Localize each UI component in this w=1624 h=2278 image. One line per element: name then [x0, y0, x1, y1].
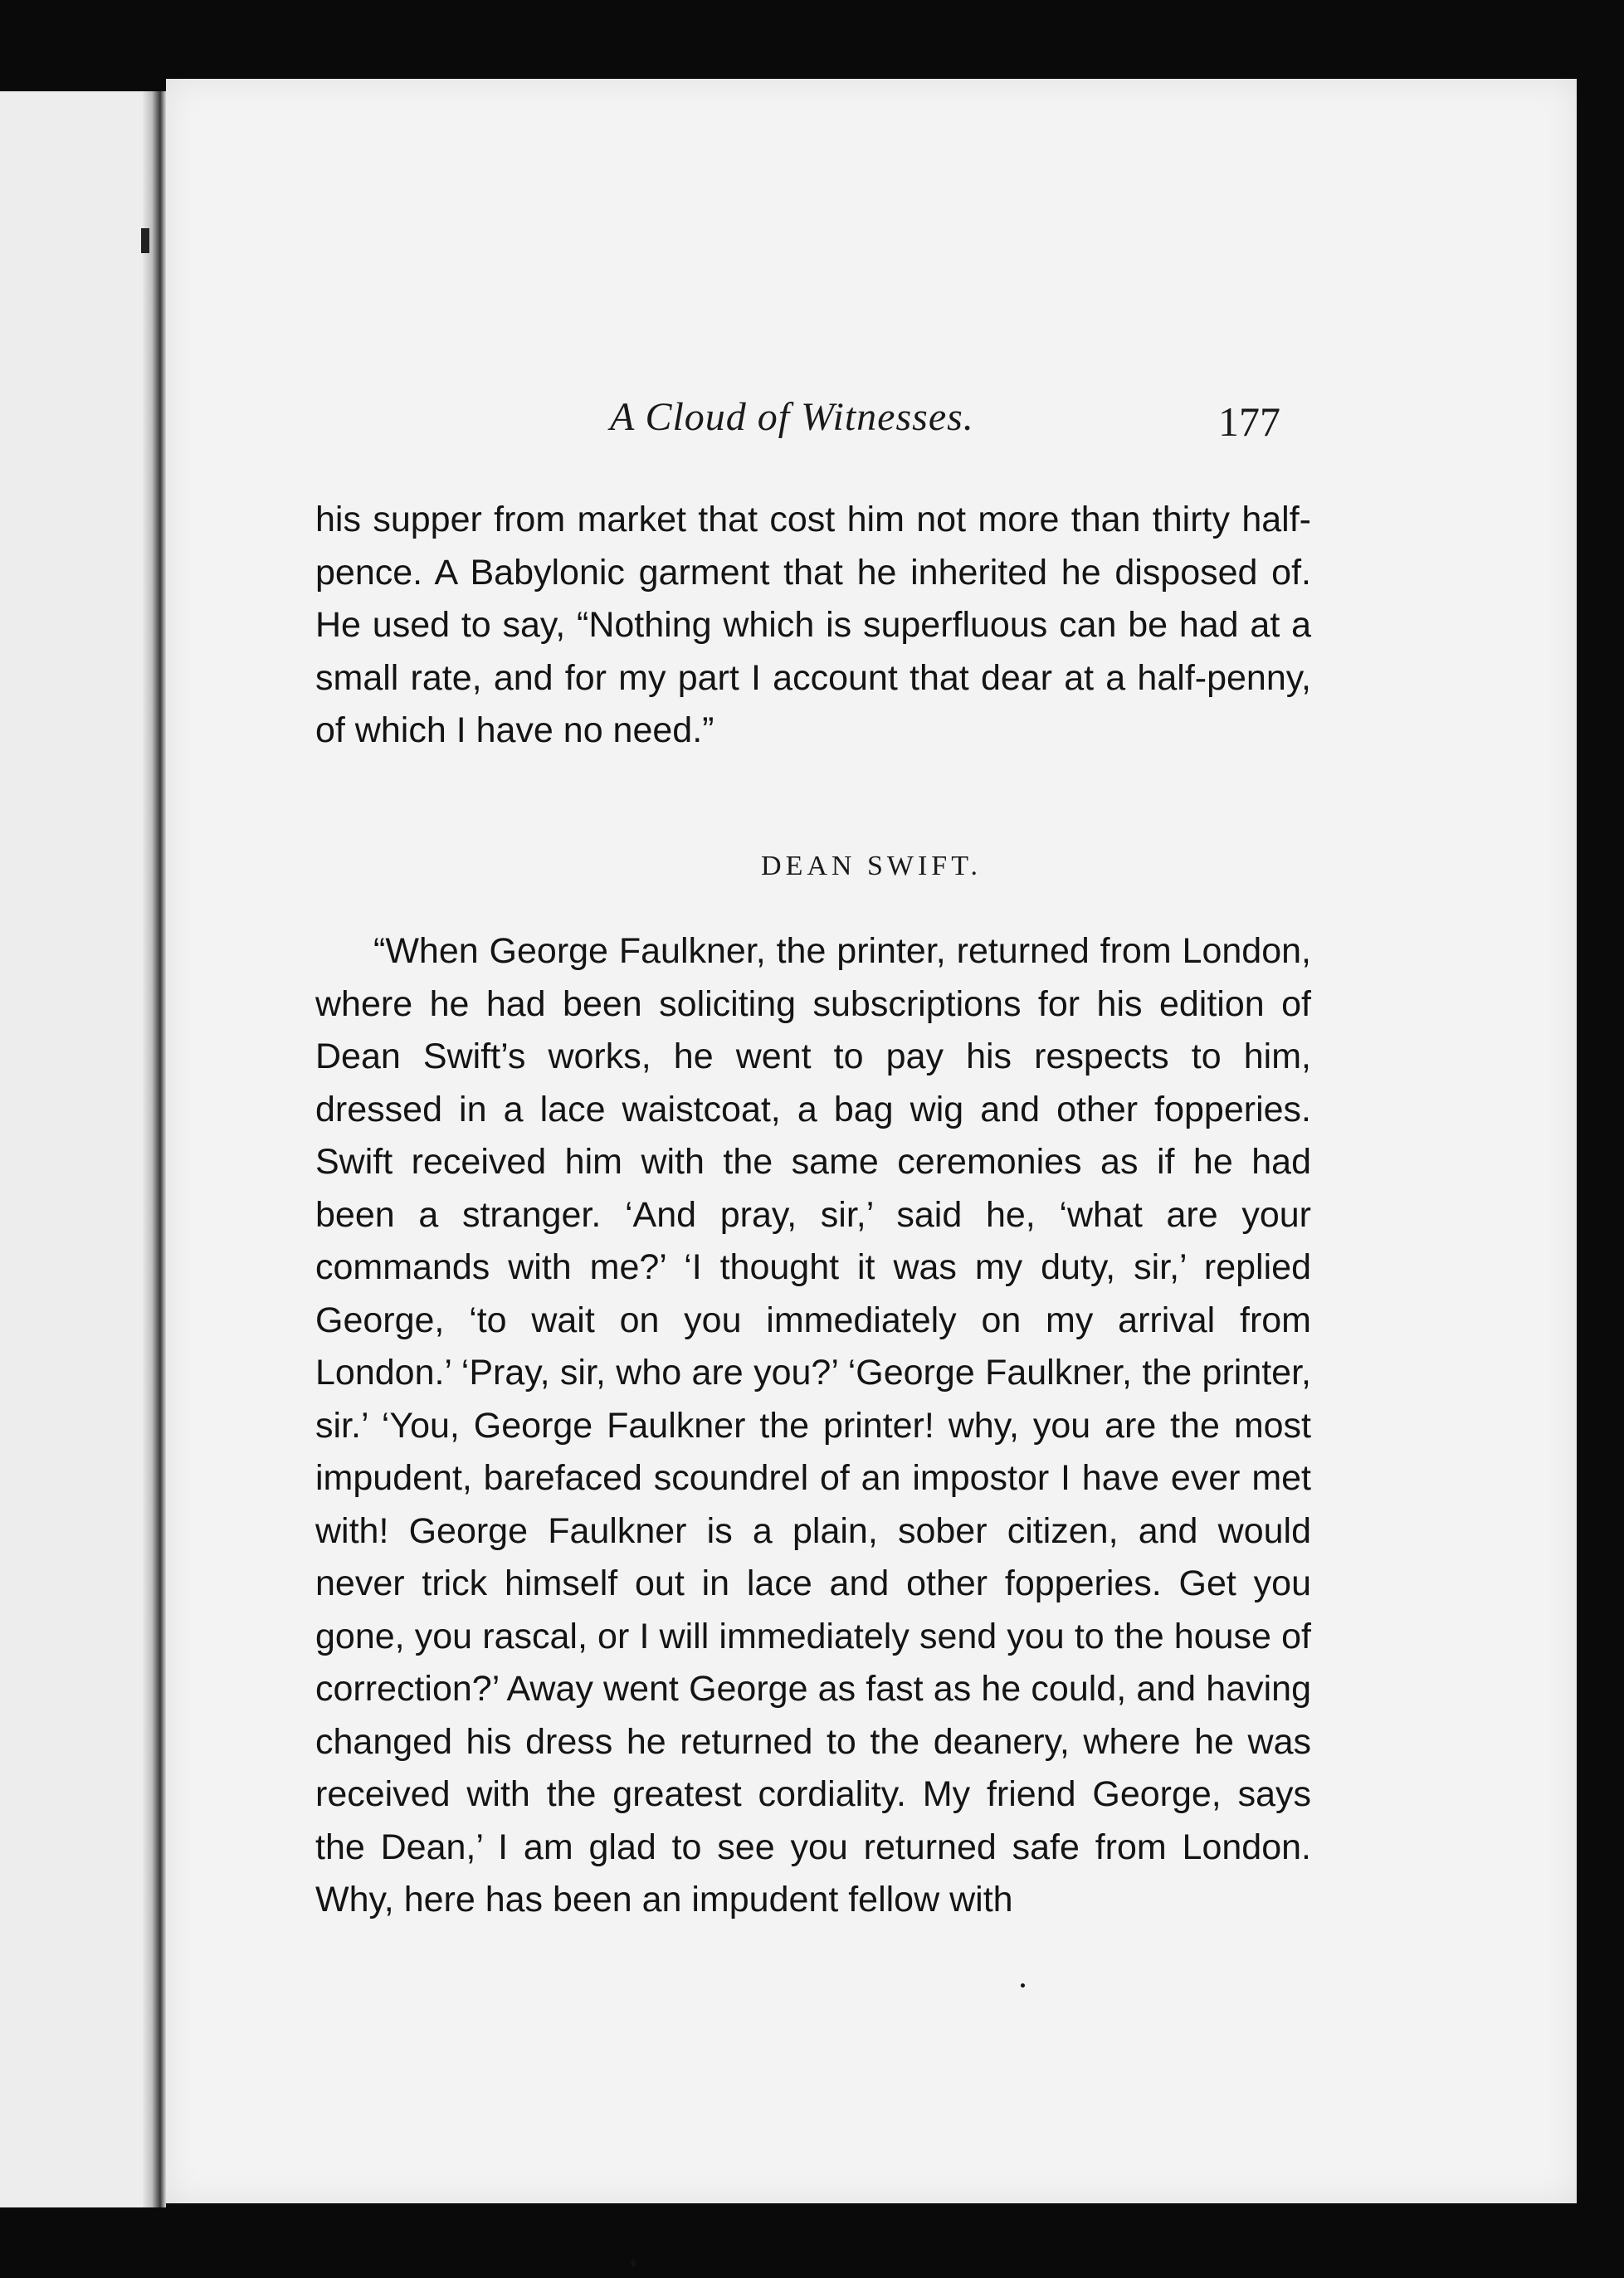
- paragraph-1-text: his supper from market that cost him not more than thirty half-pence. A Babylonic garment that he inherited he disposed of. He used to say, “Nothing which is superfluous can be had at a small rate, and for my part I account that dear at a half-penny, of which I have no need.”: [315, 500, 1311, 750]
- page-header: [166, 394, 1577, 444]
- section-heading: DEAN SWIFT.: [761, 851, 982, 881]
- facing-page-edge: [0, 91, 158, 2207]
- bottom-speck-mark: [631, 2259, 636, 2267]
- book-gutter: [143, 91, 166, 2207]
- paragraph-dean-swift: [315, 925, 1311, 1927]
- speck-mark: [1021, 1983, 1025, 1988]
- paragraph-continued: [315, 494, 1311, 758]
- running-title: A Cloud of Witnesses.: [610, 395, 974, 439]
- paragraph-2-text: “When George Faulkner, the printer, returned from London, where he had been soliciting subscriptions for his edition of Dean Swift’s works, he went to pay his respects to him, dressed in a lace waistcoat, a bag wig and other fopperies. Swift received him with the same ceremonies as if he had been a stranger. ‘And pray, sir,’ said he, ‘what are your commands with me?’ ‘I thought it was my duty, sir,’ replied George, ‘to wait on you immediately on my arrival from London.’ ‘Pray, sir, who are you?’ ‘George Faulkner, the printer, sir.’ ‘You, George Faulkner the printer! why, you are the most impudent, barefaced scoundrel of an impostor I have ever met with! George Faulkner is a plain, sober citizen, and would never trick himself out in lace and other fopperies. Get you gone, you rascal, or I will immediately send you to the house of correction?’ Away went George as fast as he could, and having changed his dress he returned to the deanery, where he was received with the greatest cordiality. My friend George, says the Dean,’ I am glad to see you returned safe from London. Why, here has been an impudent fellow with: [315, 931, 1311, 1919]
- binding-mark: [141, 228, 149, 253]
- page-number: 177: [1218, 398, 1280, 445]
- book-page: [166, 79, 1577, 2203]
